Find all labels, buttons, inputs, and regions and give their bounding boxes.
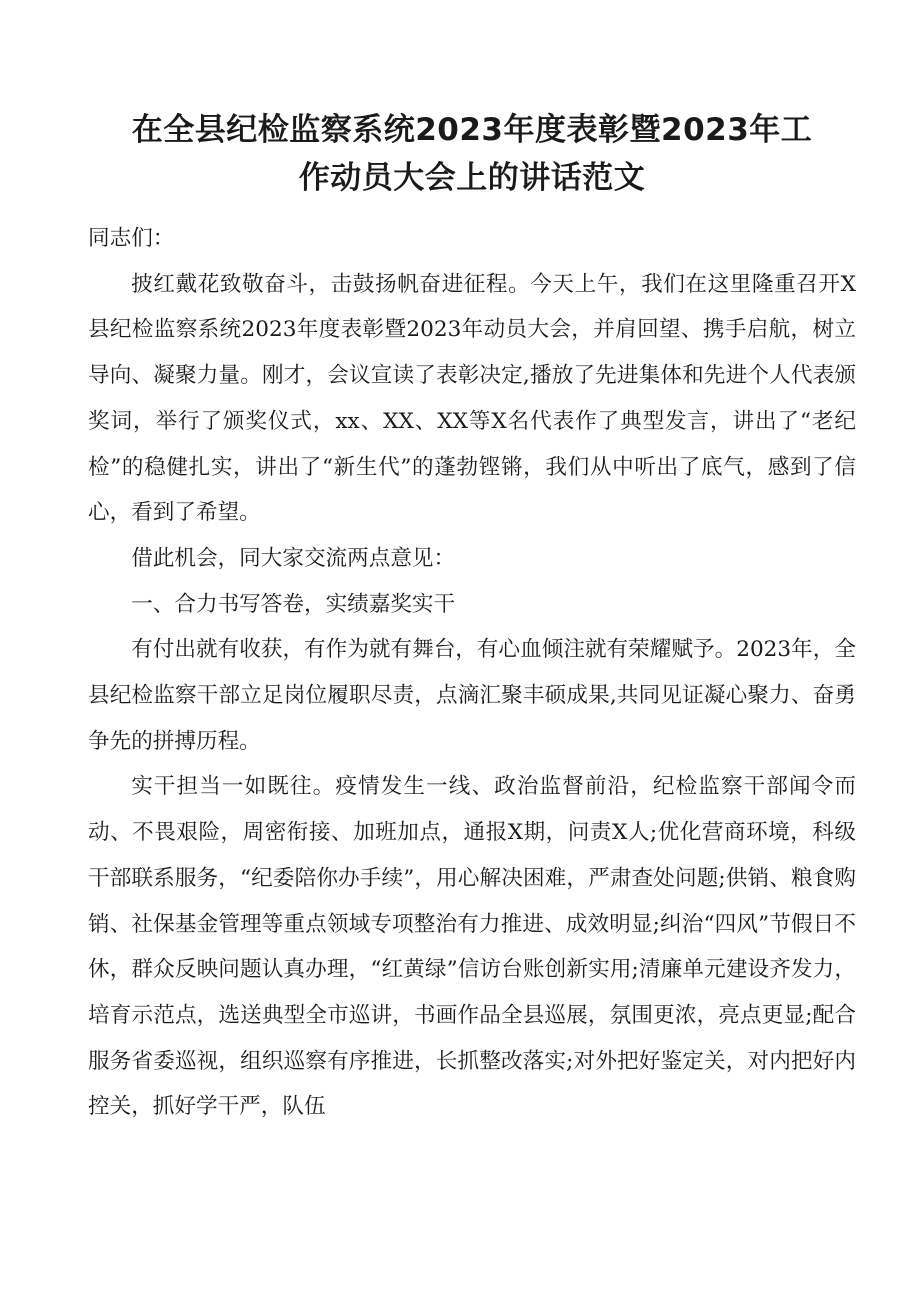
paragraph-practical-work: 实干担当一如既往。疫情发生一线、政治监督前沿，纪检监察干部闻令而动、不畏艰险，周密衔接、加班加点，通报X期，问责X人;优化营商环境，科级干部联系服务，“纪委陪你办手续”，用心解决困难，严肃查处问题;供销、粮食购销、社保基金管理等重点领域专项整治有力推进、成效明显;纠治“四风”节假日不休，群众反映问题认真办理，“红黄绿”信访台账创新实用;清廉单元建设齐发力，培育示范点，选送典型全市巡讲，书画作品全县巡展，氛围更浓，亮点更显;配合服务省委巡视，组织巡察有序推进，长抓整改落实;对外把好鉴定关，对内把好内控关，抓好学干严，队伍 (88, 774, 856, 1120)
document-page (88, 0, 856, 1130)
paragraph-achievements: 有付出就有收获，有作为就有舞台，有心血倾注就有荣耀赋予。2023年，全县纪检监察干部立足岗位履职尽责，点滴汇聚丰硕成果,共同见证凝心聚力、奋勇争先的拼搏历程。 (88, 637, 856, 754)
document-body (88, 216, 856, 1130)
document-title (88, 106, 856, 202)
paragraph-opening: 披红戴花致敬奋斗，击鼓扬帆奋进征程。今天上午，我们在这里隆重召开X县纪检监察系统2023年度表彰暨2023年动员大会，并肩回望、携手启航，树立导向、凝聚力量。刚才，会议宣读了表彰决定,播放了先进集体和先进个人代表颁奖词，举行了颁奖仪式，xx、XX、XX等X名代表作了典型发言，讲出了“老纪检”的稳健扎实，讲出了“新生代”的蓬勃铿锵，我们从中听出了底气，感到了信心，看到了希望。 (88, 271, 856, 526)
title-line-2: 作动员大会上的讲话范文 (298, 160, 646, 196)
section-heading-1: 一、合力书写答卷，实绩嘉奖实干 (131, 591, 456, 617)
title-line-1: 在全县纪检监察系统2023年度表彰暨2023年工 (131, 112, 813, 148)
paragraph-transition: 借此机会，同大家交流两点意见： (131, 545, 456, 571)
salutation: 同志们： (88, 226, 175, 251)
